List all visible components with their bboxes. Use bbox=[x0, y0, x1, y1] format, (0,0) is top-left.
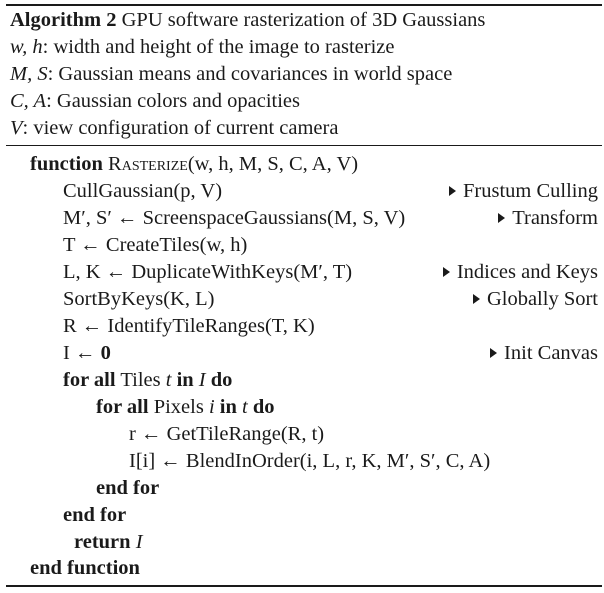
loop-set: t bbox=[242, 396, 248, 418]
function-args: (w, h, M, S, C, A, V) bbox=[187, 153, 359, 175]
function-keyword: function bbox=[30, 153, 103, 175]
input-desc: : Gaussian means and covariances in world space bbox=[47, 63, 453, 85]
create-tiles-statement: T ← CreateTiles(w, h) bbox=[63, 234, 248, 256]
input-line bbox=[10, 88, 602, 114]
loop-set: I bbox=[198, 369, 206, 391]
algorithm-block bbox=[6, 0, 602, 593]
input-line bbox=[10, 61, 602, 87]
for-all-keyword: for all bbox=[96, 396, 149, 418]
return-line bbox=[6, 529, 602, 555]
function-header-line bbox=[6, 151, 602, 177]
in-keyword: in bbox=[219, 396, 237, 418]
algorithm-caption bbox=[10, 7, 602, 33]
screenspace-line bbox=[6, 205, 602, 231]
input-desc: : Gaussian colors and opacities bbox=[46, 90, 300, 112]
init-comment-group bbox=[490, 340, 598, 366]
loop-variable: t bbox=[165, 369, 172, 391]
cull-line bbox=[6, 178, 602, 204]
comment-triangle-icon bbox=[443, 267, 450, 277]
pixels-loop-line bbox=[6, 394, 602, 420]
sort-comment: Globally Sort bbox=[486, 288, 598, 310]
duplicate-statement: L, K ← DuplicateWithKeys(M′, T) bbox=[63, 261, 353, 283]
do-keyword: do bbox=[252, 396, 275, 418]
screenspace-comment-group bbox=[498, 205, 598, 231]
top-rule bbox=[6, 4, 602, 6]
input-vars: w, h bbox=[10, 36, 43, 58]
input-vars: V bbox=[10, 117, 23, 139]
bottom-rule bbox=[6, 585, 602, 587]
init-statement: I ← bbox=[63, 342, 101, 364]
mid-rule bbox=[6, 145, 602, 146]
input-desc: : view configuration of current camera bbox=[22, 117, 339, 139]
blend-statement: I[i] ← BlendInOrder(i, L, r, K, M′, S′, C, A) bbox=[129, 450, 491, 472]
input-line bbox=[10, 34, 602, 60]
input-vars: C, A bbox=[10, 90, 47, 112]
blend-line bbox=[6, 448, 602, 474]
end-function-keyword: end function bbox=[30, 557, 140, 579]
return-keyword: return bbox=[74, 531, 131, 553]
end-for-outer-line bbox=[6, 502, 602, 528]
init-value: 0 bbox=[100, 342, 111, 364]
ranges-statement: R ← IdentifyTileRanges(T, K) bbox=[63, 315, 315, 337]
comment-triangle-icon bbox=[490, 348, 497, 358]
loop-text: Pixels bbox=[148, 396, 209, 418]
duplicate-comment-group bbox=[443, 259, 598, 285]
comment-triangle-icon bbox=[449, 186, 456, 196]
ranges-line bbox=[6, 313, 602, 339]
function-name: Rasterize bbox=[108, 153, 188, 175]
get-range-statement: r ← GetTileRange(R, t) bbox=[129, 423, 325, 445]
sort-statement: SortByKeys(K, L) bbox=[63, 288, 215, 310]
create-tiles-line bbox=[6, 232, 602, 258]
tiles-loop-line bbox=[6, 367, 602, 393]
input-desc: : width and height of the image to rasterize bbox=[42, 36, 395, 58]
screenspace-statement: M′, S′ ← ScreenspaceGaussians(M, S, V) bbox=[63, 207, 406, 229]
end-function-line bbox=[6, 555, 602, 581]
return-value: I bbox=[135, 531, 143, 553]
input-line bbox=[10, 115, 602, 141]
sort-comment-group bbox=[473, 286, 598, 312]
input-vars: M, S bbox=[10, 63, 48, 85]
screenspace-comment: Transform bbox=[512, 207, 598, 229]
algorithm-title: GPU software rasterization of 3D Gaussians bbox=[121, 9, 486, 31]
comment-triangle-icon bbox=[498, 213, 505, 223]
init-comment: Init Canvas bbox=[504, 342, 598, 364]
cull-comment: Frustum Culling bbox=[463, 180, 598, 202]
sort-line bbox=[6, 286, 602, 312]
get-range-line bbox=[6, 421, 602, 447]
algorithm-label: Algorithm 2 bbox=[10, 9, 117, 31]
for-all-keyword: for all bbox=[63, 369, 116, 391]
loop-text: Tiles bbox=[115, 369, 166, 391]
end-for-inner-line bbox=[6, 475, 602, 501]
do-keyword: do bbox=[210, 369, 233, 391]
end-for-keyword: end for bbox=[96, 477, 160, 499]
comment-triangle-icon bbox=[473, 294, 480, 304]
in-keyword: in bbox=[176, 369, 194, 391]
end-for-keyword: end for bbox=[63, 504, 127, 526]
cull-statement: CullGaussian(p, V) bbox=[63, 180, 223, 202]
cull-comment-group bbox=[449, 178, 598, 204]
duplicate-line bbox=[6, 259, 602, 285]
duplicate-comment: Indices and Keys bbox=[456, 261, 598, 283]
init-line bbox=[6, 340, 602, 366]
loop-variable: i bbox=[208, 396, 215, 418]
